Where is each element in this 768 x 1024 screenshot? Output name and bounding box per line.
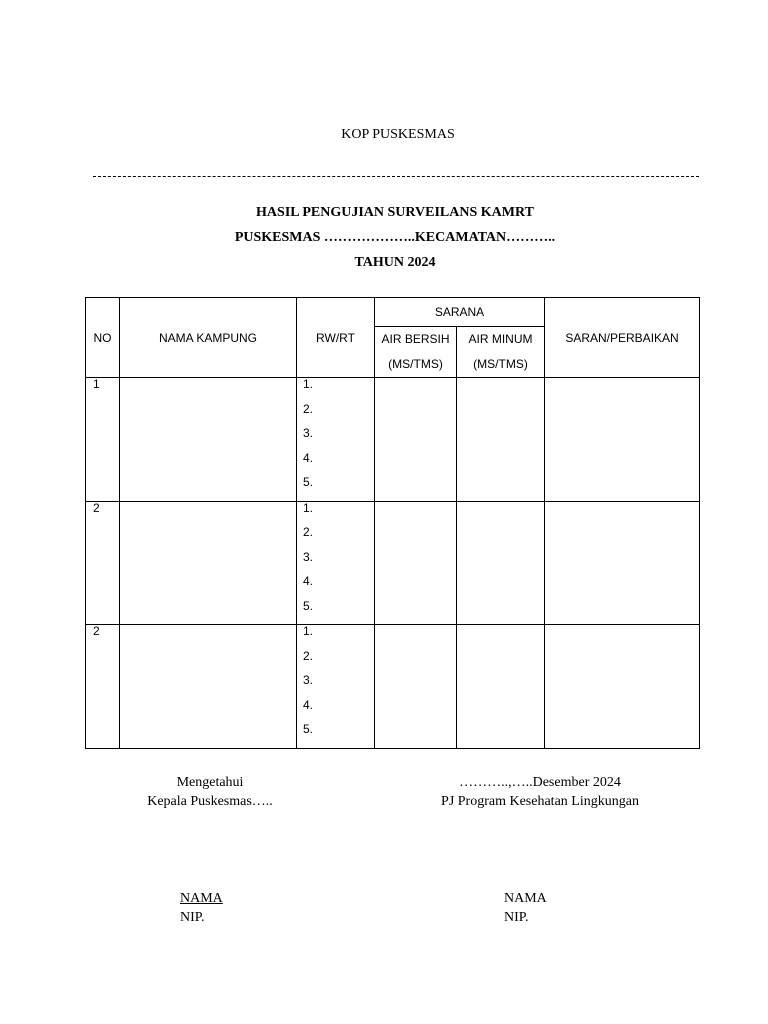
table-header-row <box>86 298 700 327</box>
right-signature-name <box>504 889 547 927</box>
air-bersih-cell <box>375 378 457 502</box>
pj-program-label: PJ Program Kesehatan Lingkungan <box>441 794 639 809</box>
rt-item: 2. <box>303 401 314 416</box>
row-number: 2 <box>86 625 120 749</box>
header-sarana: SARANA <box>375 298 545 327</box>
air-minum-label: AIR MINUM <box>468 332 533 346</box>
saran-cell <box>545 378 700 502</box>
rt-item: 1. <box>303 377 314 391</box>
table-row <box>86 501 700 625</box>
surveillance-table <box>85 297 700 749</box>
right-signature-header <box>420 773 660 811</box>
rw-rt-cell <box>297 501 375 625</box>
air-bersih-label: AIR BERSIH <box>381 332 450 346</box>
left-name: NAMA <box>180 891 223 906</box>
right-nip: NIP. <box>504 910 529 925</box>
document-year: TAHUN 2024 <box>354 255 436 270</box>
table-row <box>86 625 700 749</box>
rt-item: 1. <box>303 624 314 638</box>
rt-item: 4. <box>303 450 314 465</box>
saran-cell <box>545 625 700 749</box>
header-air-bersih <box>375 327 457 378</box>
nama-kampung-cell <box>120 625 297 749</box>
left-nip: NIP. <box>180 910 205 925</box>
mengetahui-label: Mengetahui <box>176 775 244 790</box>
air-minum-cell <box>457 625 545 749</box>
right-name: NAMA <box>504 891 547 906</box>
rt-item: 5. <box>303 722 314 736</box>
rt-item: 1. <box>303 500 314 515</box>
rt-item: 4. <box>303 697 314 712</box>
rt-item: 2. <box>303 648 314 663</box>
dashed-divider <box>93 176 699 177</box>
rt-item: 4. <box>303 574 314 588</box>
air-bersih-cell <box>375 625 457 749</box>
rt-item: 3. <box>303 549 314 564</box>
rt-item: 5. <box>303 598 314 613</box>
air-bersih-unit: (MS/TMS) <box>388 357 443 371</box>
rt-item: 3. <box>303 426 314 440</box>
header-nama-kampung: NAMA KAMPUNG <box>120 298 297 378</box>
nama-kampung-cell <box>120 501 297 625</box>
header-saran-perbaikan: SARAN/PERBAIKAN <box>545 298 700 378</box>
left-signature-name <box>180 889 223 927</box>
nama-kampung-cell <box>120 378 297 502</box>
date-line: ………..,…..Desember 2024 <box>459 775 621 790</box>
row-number: 2 <box>86 501 120 625</box>
kop-heading: KOP PUSKESMAS <box>341 127 455 142</box>
table-row <box>86 378 700 502</box>
rt-item: 5. <box>303 475 314 489</box>
rw-rt-cell <box>297 625 375 749</box>
row-number: 1 <box>86 378 120 502</box>
header-no: NO <box>86 298 120 378</box>
rt-item: 3. <box>303 673 314 687</box>
saran-cell <box>545 501 700 625</box>
header-air-minum <box>457 327 545 378</box>
header-rw-rt: RW/RT <box>297 298 375 378</box>
air-minum-cell <box>457 501 545 625</box>
rw-rt-cell <box>297 378 375 502</box>
left-signature-header <box>120 773 300 811</box>
rt-item: 2. <box>303 525 314 539</box>
air-bersih-cell <box>375 501 457 625</box>
air-minum-cell <box>457 378 545 502</box>
document-subtitle: PUSKESMAS ………………..KECAMATAN……….. <box>234 230 556 245</box>
kepala-puskesmas-label: Kepala Puskesmas….. <box>147 794 273 809</box>
air-minum-unit: (MS/TMS) <box>473 357 528 371</box>
document-title: HASIL PENGUJIAN SURVEILANS KAMRT <box>256 205 534 220</box>
